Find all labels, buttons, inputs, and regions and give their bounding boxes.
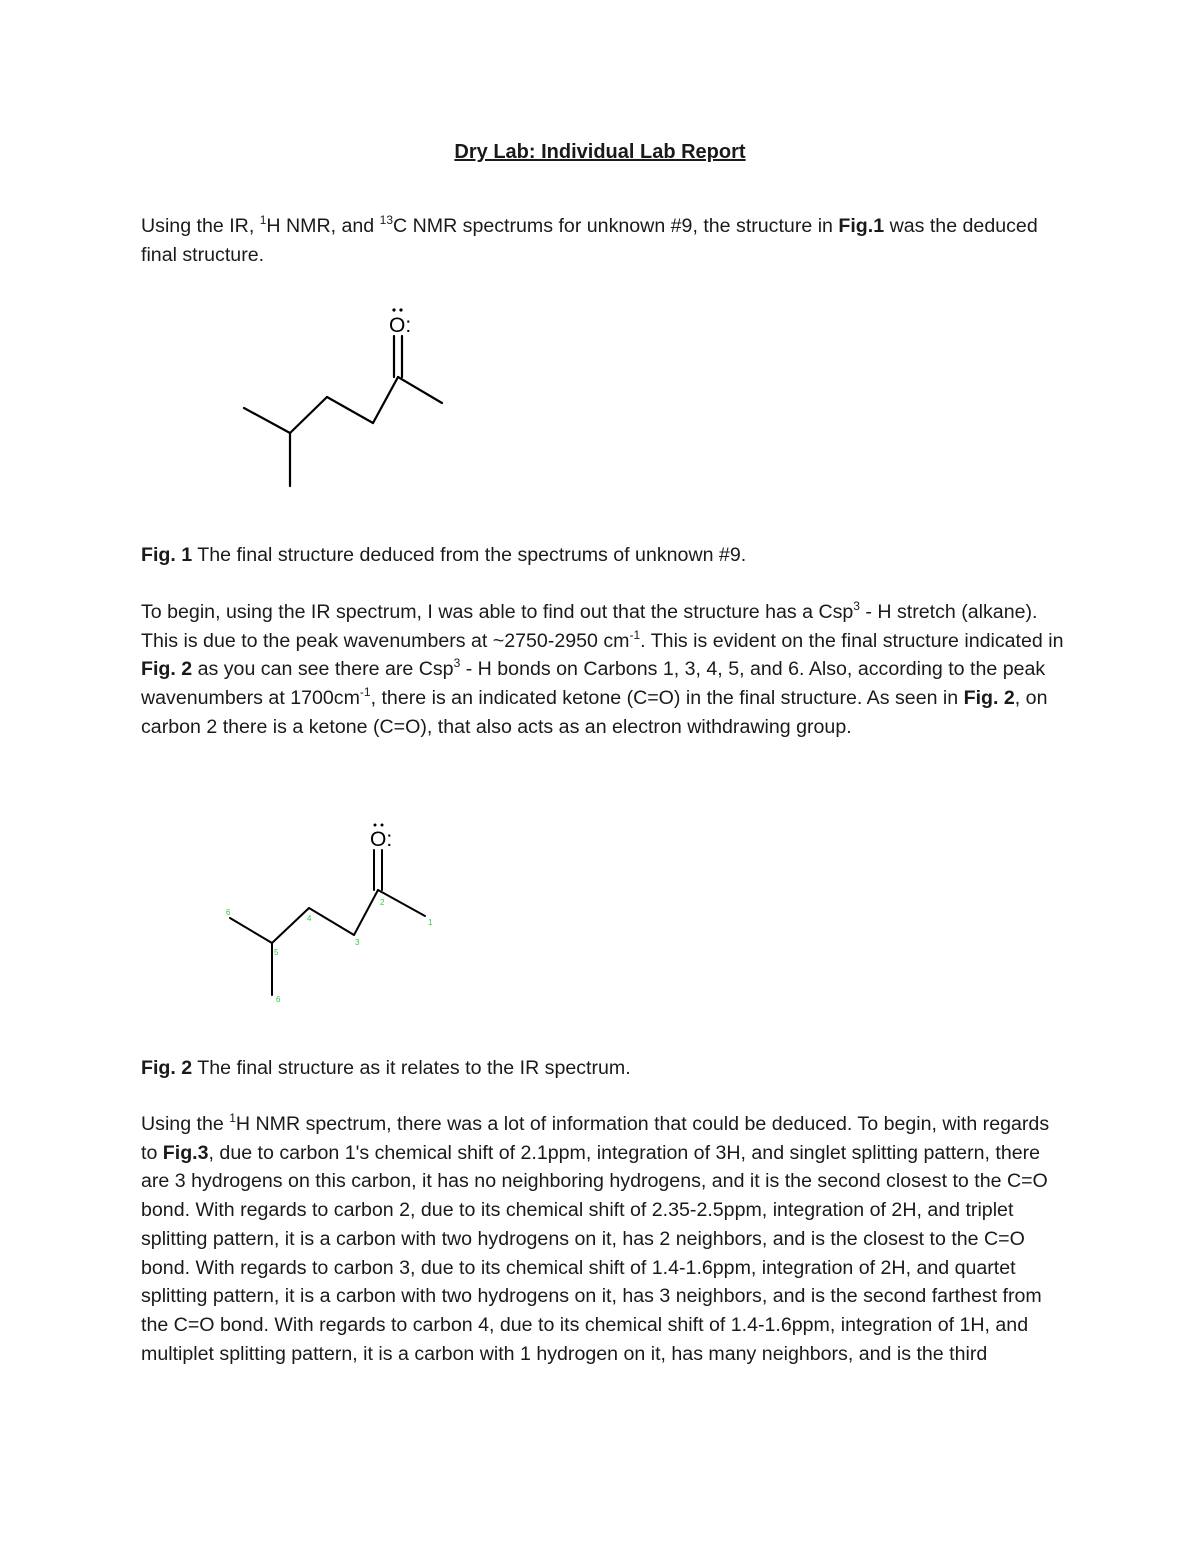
carbon-number: 2 (380, 898, 385, 907)
nmr-paragraph (141, 1110, 1066, 1368)
intro-text: was the deduced final structure. (141, 215, 1038, 266)
figure-1-structure (230, 300, 460, 495)
superscript: -1 (359, 685, 371, 700)
intro-paragraph (141, 212, 1066, 269)
figure-reference: Fig. 2 (963, 687, 1015, 710)
carbon-number: 4 (307, 914, 312, 923)
ir-text: To begin, using the IR spectrum, I was able to find out that the structure has a Csp (141, 601, 854, 623)
ir-text: - H bonds on Carbons 1, 3, 4, 5, and 6. Also, according to the peak wavenumbers at 1700cm (141, 658, 1046, 710)
caption-label: Fig. 1 (141, 544, 193, 566)
ir-text: - H stretch (alkane). This is due to the peak wavenumbers at ~2750-2950 cm (141, 601, 1038, 652)
figure-reference: Fig.1 (838, 215, 885, 237)
skeletal-structure-fig1 (230, 300, 460, 495)
superscript: 3 (853, 599, 860, 613)
intro-text: C NMR spectrums for unknown #9, the structure in (393, 215, 839, 237)
ir-paragraph (141, 598, 1066, 742)
superscript: 3 (453, 656, 461, 671)
caption-text: The final structure deduced from the spectrums of unknown #9. (192, 544, 747, 566)
carbon-number: 3 (355, 938, 360, 947)
figure-2-structure (220, 815, 450, 1010)
skeletal-structure-fig2 (220, 815, 450, 1010)
superscript: 1 (229, 1111, 236, 1125)
ir-text: , there is an indicated ketone (C=O) in the final structure. As seen in (370, 687, 964, 710)
carbon-number: 6 (276, 995, 281, 1004)
ir-text: , on carbon 2 there is a ketone (C=O), that also acts as an electron withdrawing group. (141, 687, 1048, 738)
carbon-number: 5 (274, 948, 279, 957)
figure-reference: Fig. 2 (141, 658, 193, 681)
nmr-text: H NMR spectrum, there was a lot of information that could be deduced. To begin, with regards to (141, 1113, 1050, 1164)
carbon-number: 6 (226, 908, 231, 917)
oxygen-label: O: (370, 828, 393, 851)
ir-text: . This is evident on the final structure indicated in (640, 629, 1064, 652)
oxygen-label: O: (389, 314, 412, 337)
nmr-text: , due to carbon 1's chemical shift of 2.1ppm, integration of 3H, and singlet splitting pattern, there are 3 hydrogens on this carbon, it has no neighboring hydrogens, and it is the second closest to the C=O bond. With regards to carbon 2, due to its chemical shift of 2.35-2.5ppm, integration of 2H, and triplet splitting pattern, it is a carbon with two hydrogens on it, has 2 neighbors, and is the closest to the C=O bond. With regards to carbon 3, due to its chemical shift of 1.4-1.6ppm, integration of 2H, and quartet splitting pattern, it is a carbon with two hydrogens on it, has 3 neighbors, and is the second farthest from the C=O bond. With regards to carbon 4, due to its chemical shift of 1.4-1.6ppm, integration of 1H, and multiplet splitting pattern, it is a carbon with 1 hydrogen on it, has many neighbors, and is the third (141, 1141, 1048, 1365)
intro-text: H NMR, and (266, 215, 380, 237)
superscript: -1 (629, 627, 641, 642)
superscript: 1 (259, 213, 267, 227)
ir-text: as you can see there are Csp (192, 658, 454, 681)
carbon-number: 1 (428, 918, 433, 927)
caption-text: The final structure as it relates to the IR spectrum. (192, 1057, 631, 1079)
figure-2-caption (141, 1054, 1066, 1083)
page-title: Dry Lab: Individual Lab Report (454, 141, 746, 163)
superscript: 13 (379, 213, 393, 227)
nmr-text: Using the (141, 1113, 230, 1135)
caption-label: Fig. 2 (141, 1057, 193, 1079)
figure-reference: Fig.3 (162, 1141, 209, 1164)
figure-1-caption (141, 541, 1066, 570)
intro-text: Using the IR, (141, 215, 260, 237)
